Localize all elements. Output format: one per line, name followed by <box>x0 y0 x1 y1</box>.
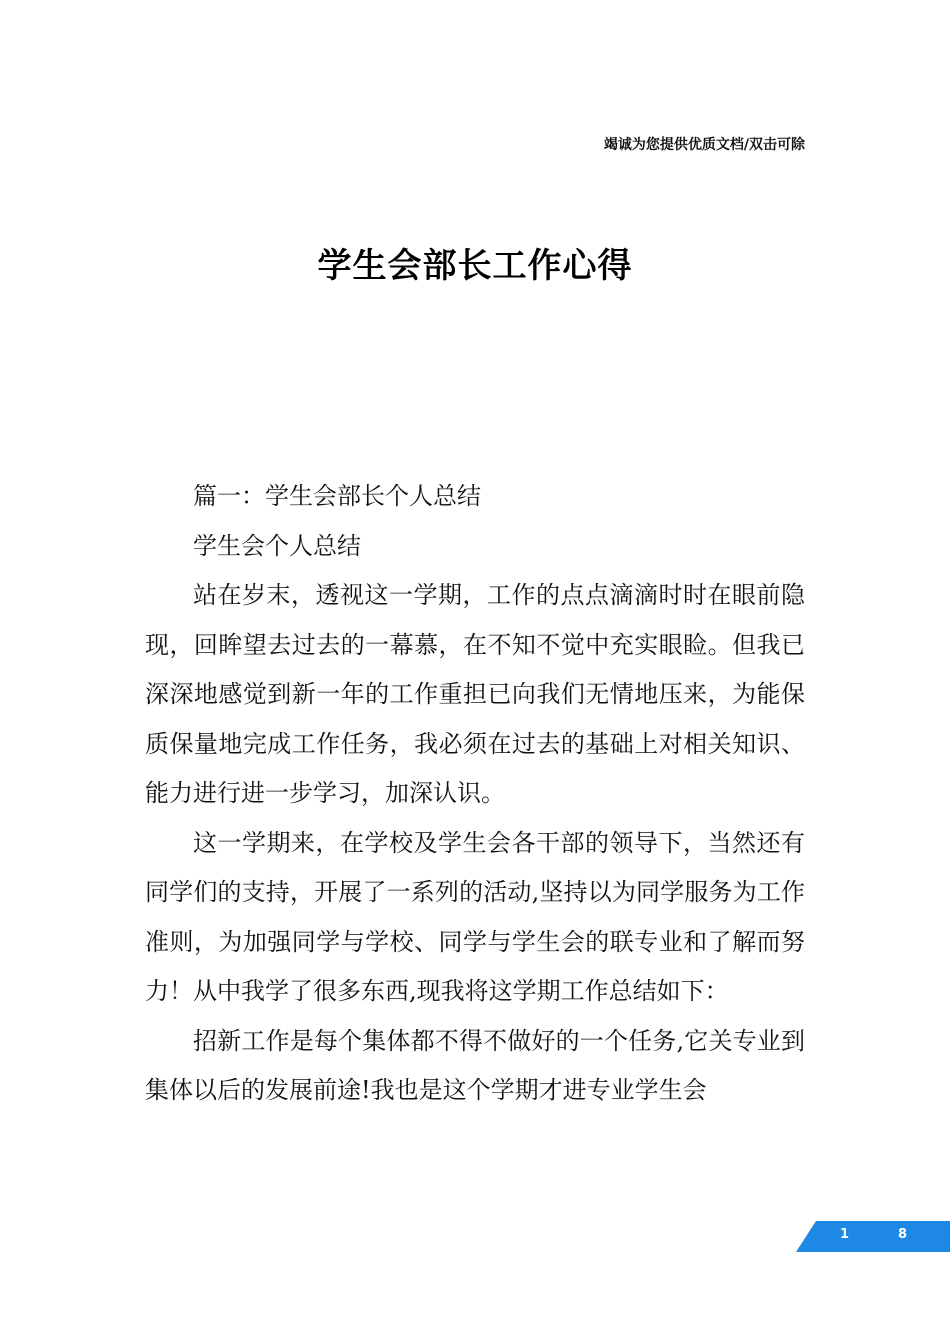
document-body <box>145 472 805 1116</box>
paragraph: 篇一：学生会部长个人总结 <box>193 482 481 510</box>
page-total-number: 8 <box>898 1227 908 1242</box>
paragraph: 站在岁末，透视这一学期，工作的点点滴滴时时在眼前隐现，回眸望去过去的一幕慕，在不知不觉中充实眼睑。但我已深深地感觉到新一年的工作重担已向我们无情地压来，为能保质保量地完成工作任务，我必须在过去的基础上对相关知识、能力进行进一步学习，加深认识。 <box>145 581 805 807</box>
page-current-number: 1 <box>840 1227 850 1242</box>
page-tab-shape <box>796 1221 950 1252</box>
document-title: 学生会部长工作心得 <box>317 246 633 286</box>
page-indicator <box>796 1221 950 1252</box>
paragraph: 这一学期来，在学校及学生会各干部的领导下，当然还有同学们的支持，开展了一系列的活动,坚持以为同学服务为工作准则，为加强同学与学校、同学与学生会的联专业和了解而努力！从中我学了很多东西,现我将这学期工作总结如下： <box>145 828 805 1005</box>
header-note: 竭诚为您提供优质文档/双击可除 <box>603 137 805 153</box>
paragraph: 学生会个人总结 <box>193 531 361 560</box>
paragraph: 招新工作是每个集体都不得不做好的一个任务,它关专业到集体以后的发展前途!我也是这个学期才进专业学生会 <box>145 1026 805 1104</box>
